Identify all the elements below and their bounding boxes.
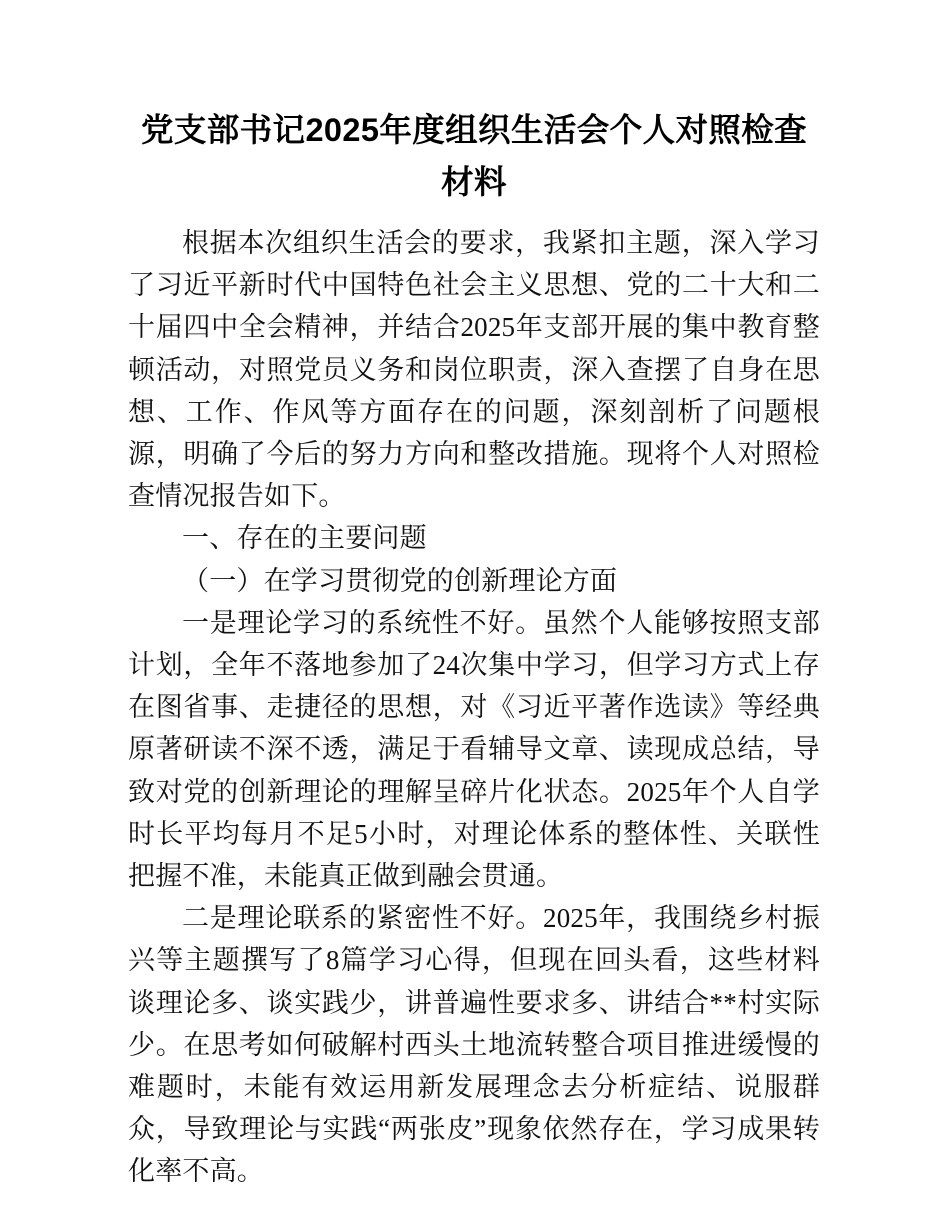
document-content: [128, 104, 820, 1193]
point-two-paragraph: 二是理论联系的紧密性不好。2025年，我围绕乡村振兴等主题撰写了8篇学习心得，但现在回头看，这些材料谈理论多、谈实践少，讲普遍性要求多、讲结合**村实际少。在思考如何破解村西头土地流转整合项目推进缓慢的难题时，未能有效运用新发展理念去分析症结、说服群众，导致理论与实践“两张皮”现象依然存在，学习成果转化率不高。: [128, 903, 820, 1187]
subsection-heading-1-1: （一）在学习贯彻党的创新理论方面: [182, 565, 618, 596]
point-one-paragraph: 一是理论学习的系统性不好。虽然个人能够按照支部计划，全年不落地参加了24次集中学习，但学习方式上存在图省事、走捷径的思想，对《习近平著作选读》等经典原著研读不深不透，满足于看辅导文章、读现成总结，导致对党的创新理论的理解呈碎片化状态。2025年个人自学时长平均每月不足5小时，对理论体系的整体性、关联性把握不准，未能真正做到融会贯通。: [128, 607, 820, 892]
page-title-line-1: 党支部书记2025年度组织生活会个人对照检查: [140, 112, 808, 148]
page-title-line-2: 材料: [441, 164, 507, 200]
section-heading-1: 一、存在的主要问题: [182, 523, 427, 554]
page-title: [128, 104, 820, 208]
intro-paragraph: 根据本次组织生活会的要求，我紧扣主题，深入学习了习近平新时代中国特色社会主义思想、党的二十大和二十届四中全会精神，并结合2025年支部开展的集中教育整顿活动，对照党员义务和岗位职责，深入查摆了自身在思想、工作、作风等方面存在的问题，深刻剖析了问题根源，明确了今后的努力方向和整改措施。现将个人对照检查情况报告如下。: [128, 228, 820, 512]
